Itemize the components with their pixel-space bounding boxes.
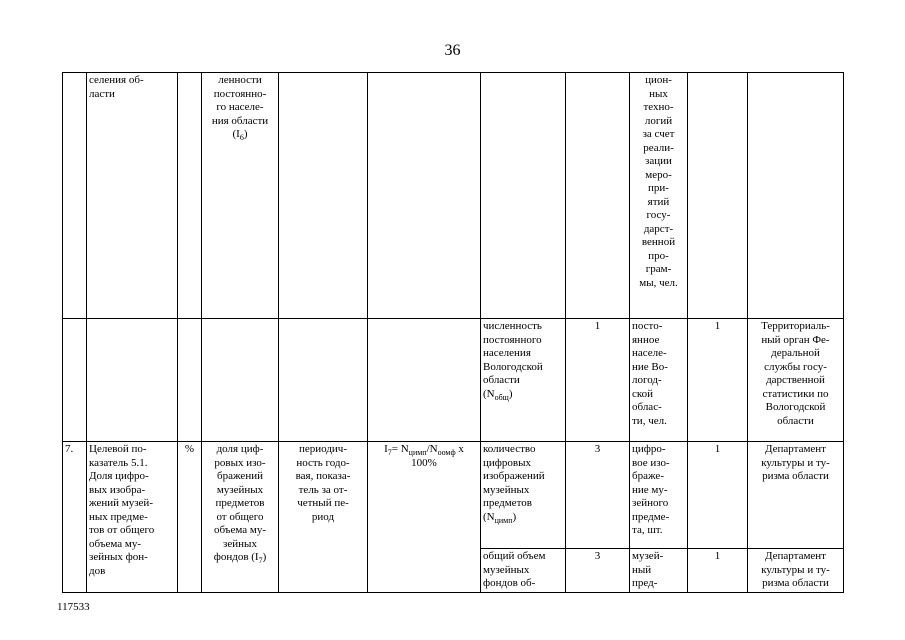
cell-line: вое изо-	[632, 456, 670, 469]
cell-unit-description	[630, 73, 688, 319]
cell-line: ных	[649, 87, 668, 100]
cell-line: Целевой по-	[89, 443, 147, 455]
cell-line: четный пе-	[297, 497, 349, 509]
cell-line: ния области	[211, 114, 269, 127]
cell-line: риод	[311, 510, 335, 523]
cell-line: музейных	[483, 563, 530, 576]
cell-number: 7.	[63, 442, 87, 593]
table-row	[63, 73, 844, 319]
cell-line: области	[483, 374, 520, 386]
cell-line: при-	[648, 182, 669, 194]
cell-line: логий	[644, 114, 673, 127]
cell-method: 3	[566, 549, 630, 593]
cell-line: вых изобра-	[89, 483, 146, 496]
cell-line: Департамент	[764, 443, 826, 455]
cell-line: ние Во-	[632, 360, 668, 373]
table-row	[63, 442, 844, 549]
cell-line: населе-	[632, 347, 667, 359]
cell-line: Территориаль-	[761, 320, 830, 332]
cell-definition	[202, 73, 279, 319]
cell-line: службы госу-	[764, 360, 827, 373]
cell-line: реали-	[643, 141, 674, 154]
cell-line: ленности	[218, 74, 262, 86]
cell-line: предметов	[483, 497, 532, 509]
cell-method	[566, 73, 630, 319]
cell-line: ти, чел.	[632, 414, 667, 427]
cell-indicator-name	[87, 442, 178, 593]
cell-method: 1	[566, 319, 630, 442]
cell-line: дов	[89, 564, 106, 577]
cell-formula	[368, 319, 481, 442]
cell-line: постоянно-	[213, 87, 267, 100]
cell-line: за счет	[642, 128, 675, 140]
cell-line: фондов об-	[483, 577, 536, 589]
cell-line: меро-	[645, 168, 672, 181]
cell-line: количество	[483, 443, 536, 455]
cell-formula	[368, 73, 481, 319]
cell-line: области	[777, 414, 814, 427]
cell-line: цифровых	[483, 456, 531, 469]
cell-line: предметов	[215, 497, 265, 509]
cell-line: Вологодской	[765, 401, 826, 413]
cell-line: ризма области	[762, 577, 829, 589]
cell-line: доля циф-	[216, 443, 264, 455]
cell-base-indicator	[481, 73, 566, 319]
cell-line: музей-	[632, 550, 664, 562]
cell-line: селения об-	[89, 74, 144, 86]
cell-base-indicator	[481, 442, 566, 549]
cell-line: 100%	[411, 456, 437, 469]
cell-line: казатель 5.1.	[89, 456, 148, 469]
cell-unit	[178, 319, 202, 442]
cell-line: общий объем	[483, 550, 546, 562]
cell-line: ровых изо-	[214, 456, 266, 469]
cell-responsible	[748, 442, 844, 549]
cell-unit: %	[178, 442, 202, 593]
cell-line: $I_7= N_{цимп}/N_{оомф}$ x	[384, 443, 464, 458]
cell-responsible	[748, 549, 844, 593]
cell-line: логод-	[632, 374, 662, 386]
cell-line: изображений	[483, 470, 545, 482]
cell-line: пред-	[632, 577, 658, 589]
cell-base-indicator	[481, 319, 566, 442]
cell-line: населения	[483, 347, 531, 359]
cell-collection: 1	[688, 549, 748, 593]
cell-line: госу-	[646, 209, 671, 221]
cell-line: та, шт.	[632, 524, 663, 536]
indicator-table	[62, 72, 844, 593]
cell-line: техно-	[643, 101, 674, 113]
cell-line: ность годо-	[296, 456, 350, 469]
cell-line: ние му-	[632, 483, 668, 496]
cell-line: браже-	[632, 470, 664, 482]
cell-line: фондов $(I_7)$	[213, 551, 267, 566]
cell-line: Департамент	[764, 550, 826, 562]
cell-formula	[368, 442, 481, 593]
cell-unit-description	[630, 319, 688, 442]
cell-line: статистики по	[762, 387, 829, 400]
cell-line: мы, чел.	[639, 276, 678, 289]
cell-number	[63, 73, 87, 319]
table-row	[63, 319, 844, 442]
page-number: 36	[444, 42, 461, 59]
cell-line: объема му-	[89, 537, 142, 550]
cell-responsible	[748, 319, 844, 442]
cell-line: объема му-	[213, 524, 267, 536]
cell-responsible	[748, 73, 844, 319]
cell-number	[63, 319, 87, 442]
cell-line: от общего	[216, 510, 264, 523]
cell-line: музейных	[483, 483, 530, 496]
cell-line: ской	[632, 387, 654, 400]
cell-method: 3	[566, 442, 630, 549]
cell-definition	[202, 319, 279, 442]
cell-line: деральной	[771, 347, 820, 359]
cell-definition	[202, 442, 279, 593]
cell-indicator-name	[87, 73, 178, 319]
cell-line: посто-	[632, 320, 663, 332]
cell-unit-description	[630, 549, 688, 593]
cell-line: Доля цифро-	[89, 470, 149, 482]
cell-line: бражений	[217, 470, 263, 482]
cell-timing	[279, 73, 368, 319]
cell-collection	[688, 73, 748, 319]
cell-line: Вологодской	[483, 360, 543, 373]
cell-line: янное	[632, 333, 660, 346]
cell-timing	[279, 319, 368, 442]
cell-line: ных предме-	[89, 510, 148, 523]
cell-line: ный орган Фе-	[761, 333, 830, 346]
cell-line: дарственной	[766, 374, 825, 386]
cell-collection: 1	[688, 442, 748, 549]
cell-line: зейного	[632, 497, 669, 509]
cell-collection: 1	[688, 319, 748, 442]
cell-line: постоянного	[483, 333, 542, 346]
cell-line: жений музей-	[89, 497, 153, 509]
cell-unit	[178, 73, 202, 319]
cell-line: предме-	[632, 510, 670, 523]
cell-line: тель за от-	[298, 483, 348, 496]
cell-base-indicator	[481, 549, 566, 593]
cell-line: $(N_{цимп})$	[483, 510, 517, 525]
cell-line: культуры и ту-	[761, 563, 830, 576]
cell-line: тов от общего	[89, 524, 155, 536]
cell-indicator-name	[87, 319, 178, 442]
cell-line: ятий	[647, 195, 670, 208]
cell-line: $(N_{общ})$	[483, 387, 513, 402]
cell-line: грам-	[645, 263, 672, 275]
cell-line: про-	[648, 249, 669, 262]
cell-line: численность	[483, 320, 542, 332]
cell-line: го населе-	[216, 101, 264, 113]
cell-line: зации	[645, 155, 672, 167]
cell-line: цифро-	[632, 443, 666, 455]
cell-line: периодич-	[298, 443, 348, 455]
cell-line: венной	[641, 236, 676, 248]
footer-code: 117533	[57, 601, 90, 613]
cell-line: $(I_6)$	[232, 128, 248, 143]
cell-line: ризма области	[762, 470, 829, 482]
cell-line: дарст-	[643, 222, 674, 235]
cell-line: зейных	[223, 537, 257, 550]
cell-timing	[279, 442, 368, 593]
cell-line: вая, показа-	[295, 470, 351, 482]
cell-line: музейных	[216, 483, 264, 496]
cell-line: облас-	[632, 401, 662, 413]
cell-line: ласти	[89, 87, 115, 100]
cell-line: культуры и ту-	[761, 456, 830, 469]
cell-unit-description	[630, 442, 688, 549]
cell-line: ный	[632, 563, 652, 576]
cell-line: цион-	[645, 74, 672, 86]
cell-line: зейных фон-	[89, 551, 148, 563]
